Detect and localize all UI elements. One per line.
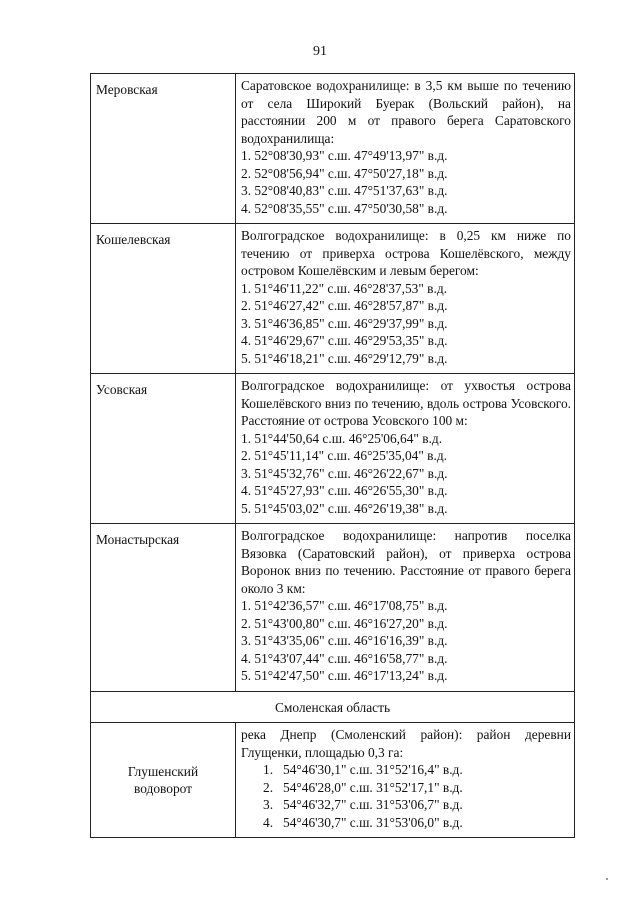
scan-speck	[606, 878, 608, 880]
table-row	[91, 723, 575, 838]
coordinate-value: 54°46'30,1" с.ш. 31°52'16,4" в.д.	[283, 762, 463, 777]
coordinate-point: 1. 51°42'36,57" с.ш. 46°17'08,75" в.д.	[241, 598, 448, 613]
coordinate-list	[241, 430, 571, 518]
coordinate-point	[263, 814, 571, 832]
coordinate-list	[241, 597, 571, 685]
location-description-cell	[236, 524, 575, 692]
coordinate-point: 1. 52°08'30,93" с.ш. 47°49'13,97" в.д.	[241, 148, 448, 163]
location-description: Волгоградское водохранилище: от ухвостья острова Кошелёвского вниз по течению, вдоль острова Усовского. Расстояние от острова Усовского 100 м:	[241, 378, 571, 428]
location-description: река Днепр (Смоленский район): район деревни Глущенки, площадью 0,3 га:	[241, 727, 571, 760]
coordinate-point: 1. 51°44'50,64 с.ш. 46°25'06,64" в.д.	[241, 430, 443, 446]
table-row	[91, 374, 575, 524]
location-name-cell	[91, 723, 236, 838]
coordinate-point: 2. 51°46'27,42" с.ш. 46°28'57,87" в.д.	[241, 298, 448, 313]
location-description-cell	[236, 224, 575, 374]
coordinate-point: 3. 51°43'35,06" с.ш. 46°16'16,39" в.д.	[241, 633, 448, 648]
coordinate-number: 2.	[263, 779, 274, 795]
coordinate-number: 1.	[263, 762, 274, 777]
location-name: Усовская	[91, 374, 236, 524]
location-description-cell	[236, 74, 575, 224]
coordinate-point: 3. 52°08'40,83" с.ш. 47°51'37,63" в.д.	[241, 183, 448, 198]
location-name: Монастырская	[91, 524, 236, 692]
coordinate-point: 2. 52°08'56,94" с.ш. 47°50'27,18" в.д.	[241, 165, 448, 181]
location-description-cell	[236, 374, 575, 524]
location-name: Меровская	[91, 74, 236, 224]
coordinate-point: 4. 51°43'07,44" с.ш. 46°16'58,77" в.д.	[241, 650, 448, 666]
coordinate-number: 4.	[263, 814, 274, 830]
location-name-line: водоворот	[133, 781, 193, 796]
table-row	[91, 74, 575, 224]
region-header-row	[91, 691, 575, 723]
coordinate-list	[241, 761, 571, 831]
coordinate-value: 54°46'30,7" с.ш. 31°53'06,0" в.д.	[283, 814, 463, 830]
location-name: Кошелевская	[91, 224, 236, 374]
coordinate-point	[263, 761, 571, 779]
coordinate-point: 3. 51°45'32,76" с.ш. 46°26'22,67" в.д.	[241, 465, 448, 481]
coordinate-value: 54°46'28,0" с.ш. 31°52'17,1" в.д.	[283, 779, 463, 795]
coordinate-number: 3.	[263, 797, 274, 812]
location-description: Саратовское водохранилище: в 3,5 км выше по течению от села Широкий Буерак (Вольский район), на расстоянии 200 м от правого берега Саратовского водохранилища:	[241, 78, 571, 146]
coordinate-point: 4. 51°45'27,93" с.ш. 46°26'55,30" в.д.	[241, 483, 448, 498]
whirlpool-locations-table	[90, 73, 575, 838]
coordinate-point: 2. 51°43'00,80" с.ш. 46°16'27,20" в.д.	[241, 615, 448, 631]
location-description-cell	[236, 723, 575, 838]
coordinate-list	[241, 280, 571, 368]
coordinate-point: 1. 51°46'11,22" с.ш. 46°28'37,53" в.д.	[241, 280, 448, 296]
coordinate-point: 3. 51°46'36,85" с.ш. 46°29'37,99" в.д.	[241, 315, 448, 331]
table-row	[91, 224, 575, 374]
coordinate-point	[263, 796, 571, 814]
location-description: Волгоградское водохранилище: напротив поселка Вязовка (Саратовский район), от приверха острова Воронок вниз по течению. Расстояние от правого берега около 3 км:	[241, 528, 571, 596]
coordinate-point: 4. 52°08'35,55" с.ш. 47°50'30,58" в.д.	[241, 200, 448, 216]
coordinate-point: 5. 51°46'18,21" с.ш. 46°29'12,79" в.д.	[241, 350, 448, 366]
coordinate-point: 2. 51°45'11,14" с.ш. 46°25'35,04" в.д.	[241, 448, 448, 463]
coordinate-list	[241, 147, 571, 217]
table-row	[91, 524, 575, 692]
coordinate-point: 4. 51°46'29,67" с.ш. 46°29'53,35" в.д.	[241, 333, 448, 348]
region-header: Смоленская область	[91, 691, 575, 723]
location-name-line: Глушенский	[127, 763, 199, 779]
coordinate-point	[263, 779, 571, 797]
location-description: Волгоградское водохранилище: в 0,25 км ниже по течению от приверха острова Кошелёвского, между островом Кошелёвским и левым берегом:	[241, 228, 571, 278]
coordinate-point: 5. 51°45'03,02" с.ш. 46°26'19,38" в.д.	[241, 500, 448, 516]
page-number: 91	[313, 44, 327, 59]
coordinate-point: 5. 51°42'47,50" с.ш. 46°17'13,24" в.д.	[241, 668, 448, 683]
coordinate-value: 54°46'32,7" с.ш. 31°53'06,7" в.д.	[283, 797, 463, 812]
